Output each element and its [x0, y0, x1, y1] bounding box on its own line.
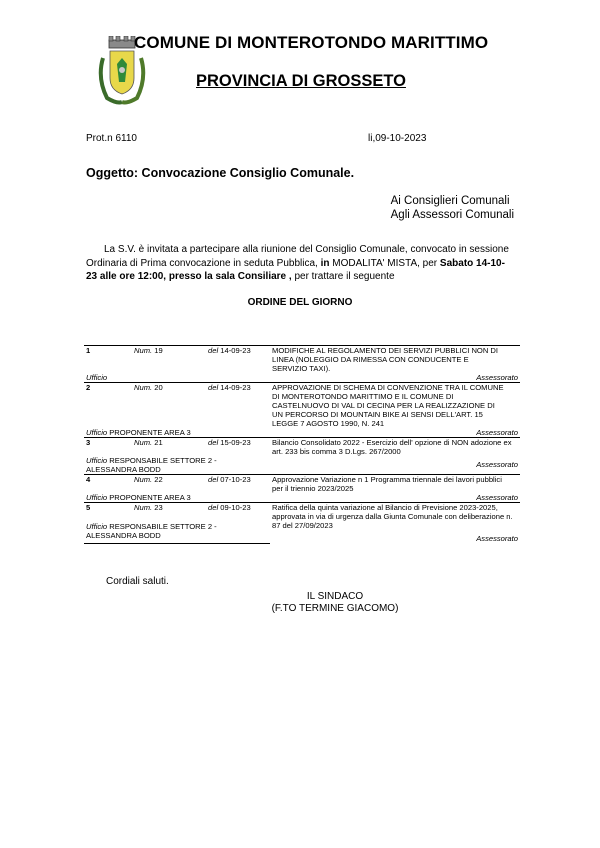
agenda-title: ORDINE DEL GIORNO [247, 297, 353, 308]
office-label: Ufficio [86, 456, 108, 465]
agenda-row [84, 503, 520, 513]
del-label: del [208, 438, 219, 447]
office-label: Ufficio [86, 428, 108, 437]
item-date: 15-09-23 [220, 438, 251, 447]
signature-name: (F.TO TERMINE GIACOMO) [271, 603, 399, 614]
item-text: Approvazione Variazione n 1 Programma triennale dei lavori pubblici per il triennio 2023/2025 [270, 475, 520, 494]
recipient-assessors: Agli Assessori Comunali [390, 209, 514, 221]
signature-block [250, 591, 420, 615]
item-office: RESPONSABILE SETTORE 2 - ALESSANDRA BODD [86, 521, 217, 540]
agenda-row [84, 475, 520, 494]
num-label: Num. [134, 346, 153, 355]
item-office: PROPONENTE AREA 3 [109, 428, 191, 437]
assessorato-label: Assessorato [476, 373, 518, 382]
num-label: Num. [134, 503, 153, 512]
item-date: 09-10-23 [220, 503, 251, 512]
num-label: Num. [134, 475, 153, 484]
item-number: 2 [84, 383, 132, 429]
agenda-table [84, 345, 520, 544]
agenda-row-footer [84, 373, 520, 383]
agenda-row [84, 438, 520, 448]
del-label: del [208, 346, 219, 355]
intro-paragraph [86, 243, 516, 284]
assessorato-label: Assessorato [476, 460, 518, 469]
intro-meeting-datetime: Sabato 14-10-23 alle ore 12:00, presso la sala Consiliare , [86, 257, 505, 282]
protocol-number: Prot.n 6110 [86, 133, 137, 144]
intro-text-5: per trattare il seguente [291, 271, 395, 282]
subject-line: Oggetto: Convocazione Consiglio Comunale. [86, 166, 355, 180]
del-label: del [208, 475, 219, 484]
agenda-row-footer [84, 428, 520, 438]
item-text: Bilancio Consolidato 2022 - Esercizio dell' opzione di NON adozione ex art. 233 bis comma 3 D.Lgs. 267/2000 [272, 438, 512, 456]
assessorato-label: Assessorato [476, 428, 518, 437]
item-office: RESPONSABILE SETTORE 2 - ALESSANDRA BODD [86, 456, 217, 474]
item-office: PROPONENTE AREA 3 [109, 493, 191, 502]
item-text: APPROVAZIONE DI SCHEMA DI CONVENZIONE TRA IL COMUNE DI MONTEROTONDO MARITTIMO E IL COMUNE DI CASTELNUOVO DI VAL DI CECINA PER LA REALIZZAZIONE DI UN PERCORSO DI MOUNTAIN BIKE AI SENSI DELL'ART. 15 LEGGE 7 AGOSTO 1990, N. 241 [270, 383, 520, 429]
item-number: 1 [84, 346, 132, 374]
num-label: Num. [134, 438, 153, 447]
num-label: Num. [134, 383, 153, 392]
office-label: Ufficio [86, 373, 108, 382]
item-num: 20 [154, 383, 163, 392]
office-label: Ufficio [86, 521, 108, 531]
province-title: PROVINCIA DI GROSSETO [196, 72, 406, 90]
recipients-block [391, 194, 514, 222]
item-num: 21 [154, 438, 163, 447]
recipient-councillors: Ai Consiglieri Comunali [390, 195, 510, 207]
item-num: 22 [154, 475, 163, 484]
item-number: 5 [84, 503, 132, 513]
item-number: 3 [84, 438, 132, 448]
agenda-row-footer [84, 493, 520, 503]
item-number: 4 [84, 475, 132, 494]
assessorato-label: Assessorato [476, 493, 518, 502]
item-num: 19 [154, 346, 163, 355]
item-date: 07-10-23 [220, 475, 251, 484]
signature-role: IL SINDACO [306, 591, 364, 602]
item-date: 14-09-23 [220, 346, 251, 355]
del-label: del [208, 383, 219, 392]
intro-text-3: MODALITA' MISTA, per [329, 257, 440, 269]
del-label: del [208, 503, 219, 512]
closing-greeting: Cordiali saluti. [106, 576, 169, 587]
document-date: li,09-10-2023 [368, 133, 427, 144]
item-num: 23 [154, 503, 163, 512]
municipality-title: COMUNE DI MONTEROTONDO MARITTIMO [134, 33, 489, 52]
intro-text-1: La S.V. è invitata a partecipare alla riunione del Consiglio Comunale, convocato in sessione Ordinaria di Prima convocazione in seduta Pubblica, [86, 244, 509, 269]
agenda-row [84, 346, 520, 374]
item-text: MODIFICHE AL REGOLAMENTO DEI SERVIZI PUBBLICI NON DI LINEA (NOLEGGIO DA RIMESSA CON CONDUCENTE E SERVIZIO TAXI). [270, 346, 520, 374]
item-date: 14-09-23 [220, 383, 251, 392]
item-text: Ratifica della quinta variazione al Bilancio di Previsione 2023-2025, approvata in via di urgenza dalla Giunta Comunale con deliberazione n. 87 del 27/09/2023 [272, 503, 513, 530]
office-label: Ufficio [86, 493, 108, 502]
assessorato-label: Assessorato [476, 534, 518, 543]
agenda-row [84, 383, 520, 429]
intro-text-2: in [320, 257, 330, 269]
